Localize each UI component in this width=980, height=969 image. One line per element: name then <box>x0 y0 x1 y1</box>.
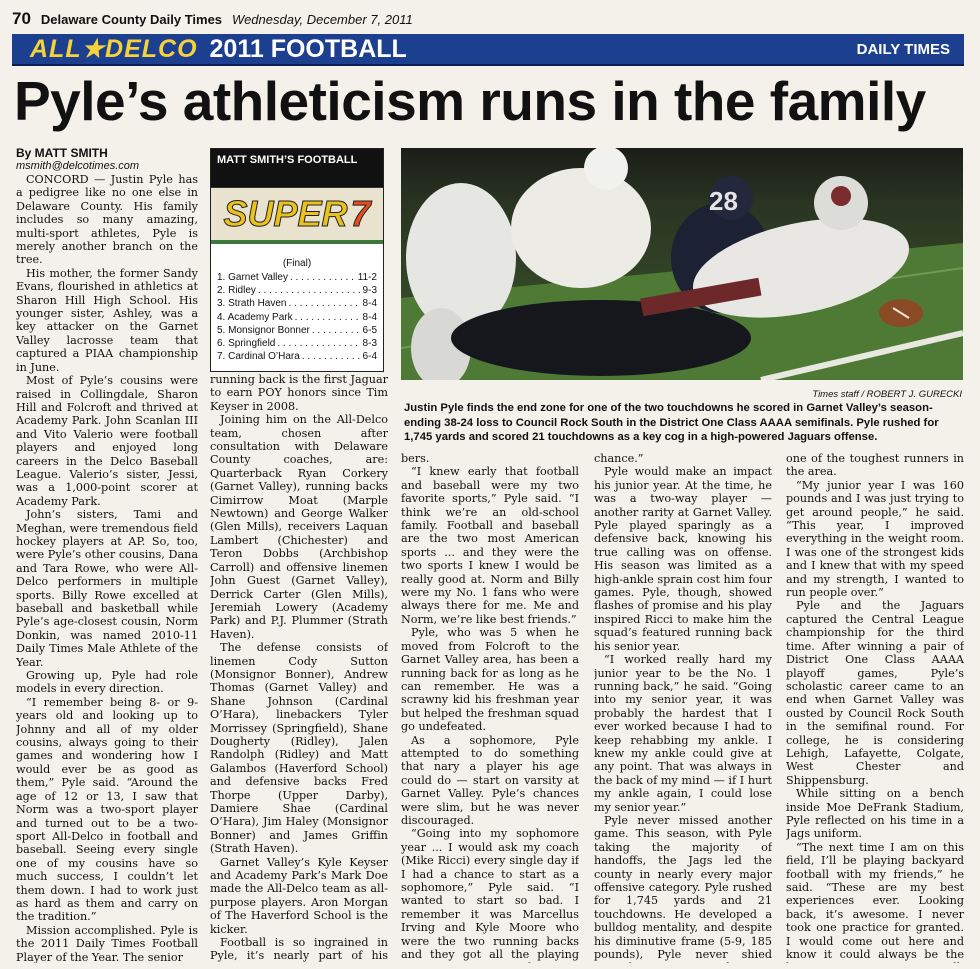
team-name: 1. Garnet Valley <box>217 272 288 283</box>
team-record: 11-2 <box>357 272 377 283</box>
paragraph: Most of Pyle’s cousins were raised in Collingdale, Sharon Hill and Folcroft and thrived at Academy Park. John Scanlan III and Vito Valerio were football players and enjoyed long careers in the Delco Baseball League. Valerio’s sister, Jessi, was a 1,000-point scorer at Academy Park. <box>16 374 198 508</box>
paragraph: “I knew early that football and baseball were my two favorite sports,” Pyle said. “I think we’re an old-school family. Football and baseball are the two most American sports ... and they were the two sports I knew I would be really good at. Norm and Billy were my No. 1 fans who were always there for me. Me and Norm, we’re like best friends.” <box>401 465 579 626</box>
masthead <box>12 8 962 30</box>
ranking-row <box>217 311 377 324</box>
team-name: 4. Academy Park <box>217 311 293 323</box>
paragraph: “I worked really hard my junior year to be the No. 1 running back,” he said. “Going into my senior year, it was probably the hardest that I ever worked because I had to keep rehabbing my ankle. I knew my ankle could give at any point. That was always in the back of my mind — if I hurt my ankle again, I could lose my senior year.” <box>594 653 772 814</box>
daily-times-logo: DAILY TIMES <box>856 40 950 58</box>
game-photo <box>401 148 963 380</box>
leader-dots <box>302 350 361 363</box>
ranking-row <box>217 337 377 350</box>
team-record: 6-5 <box>362 324 377 336</box>
team-name: 2. Ridley <box>217 285 256 297</box>
team-name: 3. Strath Haven <box>217 298 287 310</box>
paragraph: Garnet Valley’s Kyle Keyser and Academy Park’s Mark Doe made the All-Delco team as all-purpose players. Aron Morgan of The Haverford School is the kicker. <box>210 855 388 936</box>
super7-logo: SUPER 7 <box>211 187 383 244</box>
photo-caption: Justin Pyle finds the end zone for one of the two touchdowns he scored in Garnet Valley’s season-ending 38-24 loss to Council Rock South in the District One Class AAAA semifinals. Pyle rushed for 1,745 yards and scored 21 touchdowns as a key cog in a high-powered Jaguars offense. <box>404 402 939 443</box>
all-delco-logo: ALL★DELCO <box>30 35 198 63</box>
team-record: 6-4 <box>362 351 377 363</box>
section-banner <box>12 34 964 66</box>
photo-credit: Times staff / ROBERT J. GURECKI <box>812 389 962 400</box>
ranking-row <box>217 350 377 363</box>
paragraph: Pyle, who was 5 when he moved from Folcroft to the Garnet Valley area, has been a running back for as long as he can remember. He was a scrawny kid his freshman year but helped the freshman squad go undefeated. <box>401 626 579 734</box>
paragraph: one of the toughest runners in the area. <box>786 452 964 479</box>
ranking-row <box>217 284 377 297</box>
star-icon: ★ <box>81 35 106 63</box>
article-column-2 <box>210 373 388 963</box>
issue-date: Wednesday, December 7, 2011 <box>232 11 413 27</box>
ranking-row <box>217 271 377 284</box>
ranking-row <box>217 324 377 337</box>
team-record: 8-4 <box>362 298 377 310</box>
paragraph: “I remember being 8- or 9-years old and looking up to Johnny and all of my older cousins, always going to their games and wondering how I would ever be as good as them,” Pyle said. “Around the age of 12 or 13, I saw that Norm was a two-sport player and turned out to be a two-sport All-Delco in football and baseball. Seeing every single one of my cousins have so much success, I couldn’t let them down. I had to work just as hard as them and carry on the tradition.” <box>16 695 198 924</box>
paragraph: Pyle and the Jaguars captured the Central League championship for the third time. After winning a pair of District One Class AAAA playoff games, Pyle’s scholastic career came to an end when Garnet Valley was ousted by Council Rock South in the semifinal round. For college, he is considering Lehigh, Lafayette, Colgate, West Chester and Shippensburg. <box>786 599 964 787</box>
leader-dots <box>258 284 361 297</box>
article-column-4 <box>594 452 772 963</box>
team-record: 9-3 <box>362 285 377 297</box>
headline: Pyle’s athleticism runs in the family <box>14 70 926 132</box>
paragraph: As a sophomore, Pyle attempted to do something that nary a player his age could do — start on varsity at Garnet Valley. Pyle’s chances were slim, but he was never discouraged. <box>401 733 579 827</box>
jersey-number: 28 <box>709 186 738 216</box>
paragraph: “Going into my sophomore year ... I would ask my coach (Mike Ricci) every single day if I had a chance to start as a sophomore,” Pyle said. “I wanted to start so bad. I remember it was Marcellus Irving and Kyle Moore who were the two running backs and they got all the playing <box>401 827 579 962</box>
section-title: 2011 FOOTBALL <box>209 34 407 63</box>
paragraph: Pyle never missed another game. This season, with Pyle taking the majority of handoffs, the Jags led the county in nearly every major offensive category. Pyle rushed for 1,745 yards and 21 touchdowns. He developed a bulldog mentality, and despite his diminutive frame (5-9, 185 pounds), Pyle never shied <box>594 813 772 962</box>
paragraph: The defense consists of linemen Cody Sutton (Monsignor Bonner), Andrew Thomas (Garnet Valley) and Shane Johnson (Cardinal O’Hara), linebackers Tyler Morrissey (Springfield), Shane Dougherty (Ridley), Jalen Randolph (Ridley) and Matt Galambos (Haverford School) and defensive backs Fred Thorpe (Upper Darby), Damiere Shae (Cardinal O’Hara), Jim Haley (Monsignor Bonner) and James Griffin (Strath Haven). <box>210 641 388 856</box>
paragraph: bers. <box>401 452 430 465</box>
paragraph: Growing up, Pyle had role models in every direction. <box>16 669 198 696</box>
paragraph: “My junior year I was 160 pounds and I was just trying to get around people,” he said. “This year, I improved everything in the weight room. I was one of the strongest kids and I knew that with my speed and my strength, I wanted to run people over.” <box>786 478 964 600</box>
leader-dots <box>290 271 356 284</box>
page-number: 70 <box>12 9 31 28</box>
leader-dots <box>277 337 360 350</box>
author-email: msmith@delcotimes.com <box>16 160 140 172</box>
super7-box <box>210 148 384 372</box>
team-record: 8-4 <box>362 311 377 323</box>
leader-dots <box>288 297 360 310</box>
paragraph: While sitting on a bench inside Moe DeFrank Stadium, Pyle reflected on his time in a Jags uniform. <box>786 787 964 841</box>
article-column-3 <box>401 452 579 963</box>
ranking-row <box>217 297 377 310</box>
super7-header: MATT SMITH’S FOOTBALL <box>211 149 383 187</box>
paragraph: His mother, the former Sandy Evans, flourished in athletics at Sharon Hill High School. His younger sister, Ashley, was a key attacker on the Garnet Valley lacrosse team that captured a PIAA championship in June. <box>16 266 198 374</box>
paragraph: John’s sisters, Tami and Meghan, were tremendous field hockey players at AP. So, too, were Pyle’s other cousins, Dana and Tara Rowe, who were All-Delco performers in multiple sports. Billy Rowe excelled at baseball and basketball while Pyle’s age-closest cousin, Norm Donkin, was named 2010-11 Daily Times Male Athlete of the Year. <box>16 508 198 669</box>
paragraph: Joining him on the All-Delco team, chosen after consultation with Delaware County coaches, are: Quarterback Ryan Corkery (Garnet Valley), running backs Cimirrow Moat (Marple Newtown) and George Walker (Glen Mills), receivers Laquan Lambert (Chichester) and Teron Dobbs (Archbishop Carroll) and offensive linemen John Guest (Garnet Valley), Derrick Carter (Glen Mills), Jeremiah Lowery (Academy Park) and P.J. Plummer (Strath Haven). <box>210 413 388 641</box>
paragraph: Football is so ingrained in Pyle, it’s nearly part of his <box>210 936 388 963</box>
paragraph: running back is the first Jaguar to earn POY honors since Tim Keyser in 2008. <box>210 373 388 413</box>
paragraph: chance.” <box>594 452 644 465</box>
team-name: 6. Springfield <box>217 338 276 350</box>
paper-name: Delaware County Daily Times <box>40 11 223 27</box>
paragraph: Mission accomplished. Pyle is the 2011 Daily Times Football Player of the Year. The senior <box>16 923 198 963</box>
team-name: 7. Cardinal O’Hara <box>217 351 300 363</box>
team-name: 5. Monsignor Bonner <box>217 324 310 336</box>
paragraph: “The next time I am on this field, I’ll be playing backyard football with my friends,” he said. “These are my best experiences ever. Looking back, it’s awesome. I never took one practice for granted. I would come out here and know it could always be the <box>786 840 964 962</box>
article-column-1 <box>16 173 198 963</box>
leader-dots <box>312 324 361 337</box>
leader-dots <box>295 311 361 324</box>
super7-rankings <box>211 269 383 365</box>
byline: By MATT SMITH <box>16 146 108 160</box>
super7-final-label: (Final) <box>282 258 312 269</box>
team-record: 8-3 <box>362 338 377 350</box>
football-action-image <box>401 148 963 380</box>
paragraph: Pyle would make an impact his junior year. At the time, he was a two-way player — another rarity at Garnet Valley. Pyle played sparingly as a defensive back, knowing his true calling was on offense. His season was limited as a high-ankle sprain cost him four games. Pyle, though, showed flashes of promise and his play inspired Ricci to make him the squad’s featured running back his senior year. <box>594 465 772 653</box>
paragraph: CONCORD — Justin Pyle has a pedigree like no one else in Delaware County. His family includes so many amazing, multi-sport athletes, Pyle is merely another branch on the tree. <box>16 173 198 267</box>
article-column-5 <box>786 452 964 963</box>
